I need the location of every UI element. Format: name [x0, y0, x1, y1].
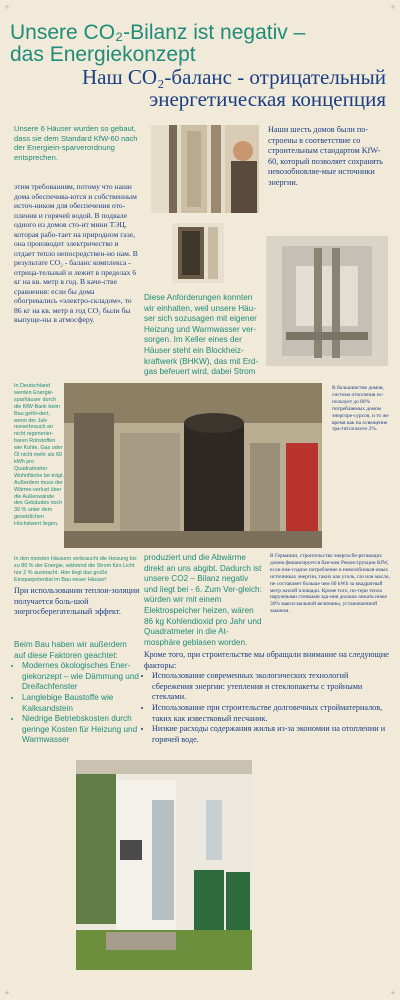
text-russian-left: этим требованиям, потому что наши дома обеспечива-ются и собственным источ-ником для обеспечения ото-пления и горячей водой. В подвале одного из домов сто-ит мини ТЭЦ, которая рабо-тает на природном газе, она производит электричество и отдает тепло непосредствен-но нам. В результате CO₂ - баланс комплекса - отрица-тельный и лежит в пределах 6 кг на кв. метр в год. В каче-стве сравнения: если бы дома обогревались «электро-складом», то 86 кг на кв. метр в год CO₂ были бы выпуще-ны в атмосферу.: [14, 182, 138, 324]
photo-house-entrance: [76, 760, 252, 970]
photo-basement-chp: [64, 383, 322, 548]
title-ru-line2: энергетическая концепция: [149, 87, 386, 111]
photo-window: [172, 223, 224, 283]
corner-mark: +: [390, 3, 396, 11]
title-de-line1: Unsere CO₂-Bilanz ist negativ –: [10, 21, 306, 44]
title-ru-line1: Наш CO₂-баланс - отрицательный: [82, 65, 386, 89]
list-item: • Использование при строительстве долговечных стройматериалов, таких как известковый песчаник.: [152, 703, 390, 724]
intro-german: Unsere 6 Häuser wurden so gebaut, dass sie dem Standard KfW-60 nach der Energiein-sparverordnung entsprechen.: [14, 124, 138, 162]
intro-russian: Наши шесть домов были по-строены в соответствие со строительным стандартом KfW-60, который позволяет сохранять невозобновляе-мые источники энергии.: [268, 125, 383, 187]
note-german-kfw: In Deutschland werden Energie-sparhäuser durch die KfW-Bank beim Bau geför-dert, wenn der Jah-resverbrauch an nicht regenerier-baren Rohstoffen wie Kohle, Gas oder Öl nicht mehr als 60 kWh pro Quadratmeter Wohnfläche be-trägt. Außerdem muss der Wärme-verlust über die Außenwände des Gebäudes noch 30 % unter dem gesetzlichen Höchstwert liegen.: [14, 383, 64, 528]
factors-russian: [144, 650, 390, 745]
factors-russian-heading: Кроме того, при строительстве мы обращали внимание на следующие факторы:: [144, 650, 389, 670]
factors-german-heading: Beim Bau haben wir außerdem auf diese Faktoren geachtet:: [14, 640, 127, 660]
factors-german-list: [14, 661, 140, 746]
title-de-line2: das Energiekonzept: [10, 43, 196, 66]
list-item: • Langlebige Baustoffe wie Kalksandstein: [22, 693, 140, 714]
factors-russian-list: [144, 671, 390, 745]
note-russian-heating: В большинстве домов, система отопления ис-пользует до 80% потребляемых домом энергоре-сурсов, и то же время как на освещение тра-тится всего 2%.: [332, 385, 389, 433]
text-german-center: produziert und die Abwärme direkt an uns abgibt. Dadurch ist unsere CO2 – Bilanz negativ und liegt bei - 6. Zum Ver-gleich: würden wir mit einem Elektrospeicher heizen, wären 86 kg Kohlendioxid pro Jahr und Quadratmeter in die At-mosphäre geblasen worden.: [144, 553, 262, 647]
list-item: • Использование современных экологических технологий сбережения энергии: утепления и стеклопакеты с тройными стеклами.: [152, 671, 390, 703]
list-item: • Modernes ökologisches Ener-giekonzept – wie Dämmung und Dreifachfenster: [22, 661, 140, 693]
list-item: • Niedrige Betriebskosten durch geringe Kosten für Heizung und Warmwasser: [22, 714, 140, 746]
title-russian: [6, 66, 386, 110]
text-russian-insulation: При использовании теплои-золяции получается боль-шой энергосберегательный эффект.: [14, 586, 140, 617]
text-german-mid: Diese Anforderungen konnten wir einhalten, weil unsere Häu-ser sich sozusagen mit eigener Heizung und Warmwasser ver-sorgen. Im Keller eines der Häuser steht ein Blockheiz-kraftwerk (BHKW), das mit Erd-gas befeuert wird, dabei Strom: [144, 293, 259, 377]
note-german-heating: In den meisten Häusern verbraucht die Heizung bis zu 80 % der Energie, während die Strom fürs Licht nur 2 % ausmacht. Hier liegt das große Einsparpotential im Bau neuer Häuser!: [14, 556, 137, 583]
corner-mark: +: [390, 989, 396, 997]
photo-heating-unit: [266, 236, 388, 366]
note-russian-kfw: В Германии, строительство энергосбе-регающих домов финансируется бан-ком Реконструкции KfW, если еже-годное потребление в невозобновля-емых источниках энергии, таких как уголь, газ или масло, не составляет больше чем 60 kWh за квадратный метр жилой площади. Кроме того, по-тери тепла наружными стенками зда-ния должна лежать ниже 30% макси-мальной величины, установленной законом.: [270, 553, 390, 615]
title-german: [10, 22, 390, 66]
factors-german: [14, 640, 140, 746]
photo-doorway: [151, 125, 259, 213]
list-item: • Низкие расходы содержания жилья из-за экономии на отоплении и горячей воде.: [152, 724, 390, 745]
corner-mark: +: [4, 3, 10, 11]
corner-mark: +: [4, 989, 10, 997]
